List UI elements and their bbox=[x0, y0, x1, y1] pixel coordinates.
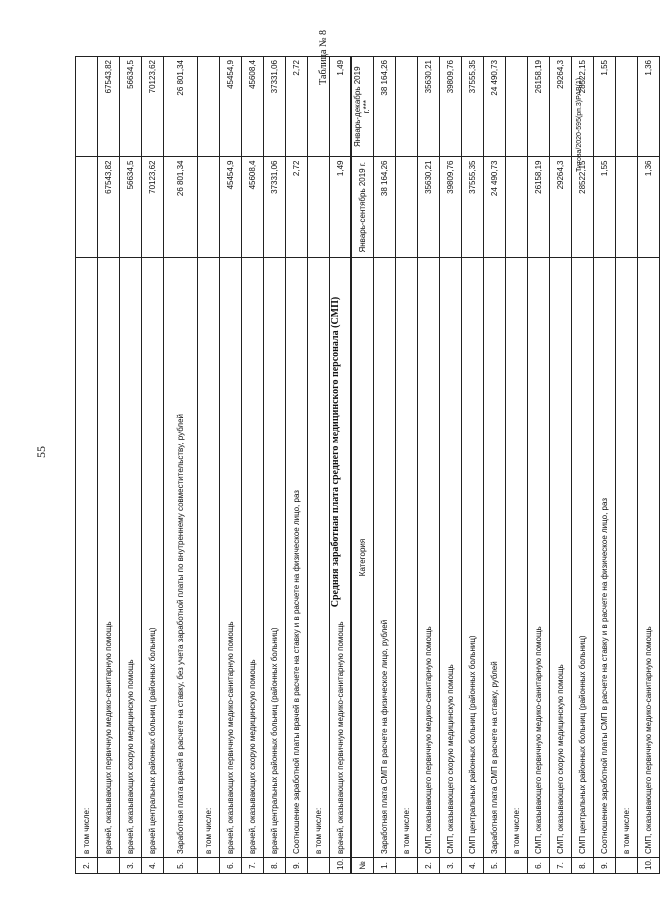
row-number: 8. bbox=[264, 858, 286, 874]
row-number bbox=[198, 858, 220, 874]
rotated-page bbox=[20, 12, 653, 892]
row-value-2: 37555,35 bbox=[462, 57, 484, 158]
table-row bbox=[616, 57, 638, 874]
table-row bbox=[164, 57, 198, 874]
row-value-1: 24 490,73 bbox=[484, 157, 506, 258]
row-value-2: 26 801,34 bbox=[164, 57, 198, 158]
row-number bbox=[506, 858, 528, 874]
footer-code: Титова/2020-595(рп.3)РАВ(1) bbox=[576, 77, 583, 172]
row-label: СМП центральных районных больниц (районных больниц) bbox=[572, 258, 594, 858]
row-value-1: 37331,06 bbox=[264, 157, 286, 258]
row-label: в том числе: bbox=[616, 258, 638, 858]
row-number: 3. bbox=[120, 858, 142, 874]
row-label: Заработная плата СМП в расчете на физическое лицо, рублей bbox=[374, 258, 396, 858]
row-value-1: 45454,9 bbox=[220, 157, 242, 258]
row-value-1: 67543,82 bbox=[98, 157, 120, 258]
row-label: врачей центральных районных больниц (районных больниц) bbox=[142, 258, 164, 858]
row-label: врачей центральных районных больниц (районных больниц) bbox=[264, 258, 286, 858]
table-row bbox=[98, 57, 120, 874]
row-value-1 bbox=[396, 157, 418, 258]
table-row bbox=[550, 57, 572, 874]
table-row bbox=[506, 57, 528, 874]
row-label: врачей, оказывающих первичную медико-санитарную помощь bbox=[220, 258, 242, 858]
row-value-1 bbox=[76, 157, 98, 258]
row-value-1: 1,55 bbox=[594, 157, 616, 258]
row-value-1: 45608,4 bbox=[242, 157, 264, 258]
row-number: 4. bbox=[142, 858, 164, 874]
row-value-2: 67543,82 bbox=[98, 57, 120, 158]
row-value-1: 38 164,26 bbox=[374, 157, 396, 258]
row-value-1: 29264,3 bbox=[550, 157, 572, 258]
table-row bbox=[462, 57, 484, 874]
row-value-2: 1,55 bbox=[594, 57, 616, 158]
table-row bbox=[76, 57, 98, 874]
header-period-1: Январь-сентябрь 2019 г. bbox=[351, 157, 374, 258]
row-value-2: 37331,06 bbox=[264, 57, 286, 158]
table-row bbox=[638, 57, 660, 874]
row-value-2: 35630,21 bbox=[418, 57, 440, 158]
row-label: СМП, оказывающего первичную медико-санитарную помощь bbox=[638, 258, 660, 858]
row-number: 6. bbox=[528, 858, 550, 874]
row-number: 10. bbox=[638, 858, 660, 874]
table-row bbox=[440, 57, 462, 874]
row-number: 3. bbox=[440, 858, 462, 874]
row-label: Соотношение заработной платы СМП в расчете на ставку и в расчете на физическое лицо, раз bbox=[594, 258, 616, 858]
row-number bbox=[308, 858, 330, 874]
table-row bbox=[198, 57, 220, 874]
row-label: в том числе: bbox=[506, 258, 528, 858]
row-label: СМП, оказывающего первичную медико-санитарную помощь bbox=[528, 258, 550, 858]
row-value-2: 56634,5 bbox=[120, 57, 142, 158]
row-number: 9. bbox=[286, 858, 308, 874]
row-value-1 bbox=[198, 157, 220, 258]
table-row bbox=[484, 57, 506, 874]
table-row bbox=[528, 57, 550, 874]
row-value-1: 1,49 bbox=[330, 157, 352, 258]
row-label: врачей, оказывающих первичную медико-санитарную помощь bbox=[98, 258, 120, 858]
row-value-1: 26 801,34 bbox=[164, 157, 198, 258]
row-label: в том числе: bbox=[396, 258, 418, 858]
row-value-2: 70123,62 bbox=[142, 57, 164, 158]
table-row bbox=[120, 57, 142, 874]
row-number: 5. bbox=[484, 858, 506, 874]
row-number bbox=[396, 858, 418, 874]
row-number: 7. bbox=[550, 858, 572, 874]
table-title: Средняя заработная плата среднего медицинского персонала (СМП) bbox=[330, 296, 341, 608]
row-label: Соотношение заработной платы врачей в расчете на ставку и в расчете на физическое лицо, раз bbox=[286, 258, 308, 858]
table-row bbox=[264, 57, 286, 874]
row-value-2 bbox=[198, 57, 220, 158]
row-label: СМП, оказывающего скорую медицинскую помощь bbox=[550, 258, 572, 858]
salary-smp-table bbox=[350, 56, 660, 874]
page-number: 55 bbox=[34, 446, 48, 458]
table-row bbox=[594, 57, 616, 874]
table-row bbox=[220, 57, 242, 874]
table-row bbox=[142, 57, 164, 874]
row-value-1: 1,36 bbox=[638, 157, 660, 258]
table-label: Таблица № 8 bbox=[318, 30, 329, 85]
row-value-1: 2,72 bbox=[286, 157, 308, 258]
row-value-2 bbox=[506, 57, 528, 158]
row-number: 9. bbox=[594, 858, 616, 874]
row-label: СМП центральных районных больниц (районных больниц) bbox=[462, 258, 484, 858]
row-label: в том числе: bbox=[76, 258, 98, 858]
header-number: № bbox=[351, 858, 374, 874]
row-value-2 bbox=[396, 57, 418, 158]
row-number: 6. bbox=[220, 858, 242, 874]
row-value-2 bbox=[616, 57, 638, 158]
row-value-2: 45608,4 bbox=[242, 57, 264, 158]
row-label: СМП, оказывающего первичную медико-санитарную помощь bbox=[418, 258, 440, 858]
row-value-1: 39809,76 bbox=[440, 157, 462, 258]
row-value-1: 35630,21 bbox=[418, 157, 440, 258]
row-label: врачей, оказывающих скорую медицинскую помощь bbox=[242, 258, 264, 858]
row-number bbox=[98, 858, 120, 874]
header-category: Категория bbox=[351, 258, 374, 858]
row-number: 2. bbox=[418, 858, 440, 874]
row-number: 8. bbox=[572, 858, 594, 874]
row-value-2: 45454,9 bbox=[220, 57, 242, 158]
row-value-2 bbox=[76, 57, 98, 158]
table-row bbox=[308, 57, 330, 874]
row-number: 7. bbox=[242, 858, 264, 874]
row-number: 2. bbox=[76, 858, 98, 874]
row-value-2: 26158,19 bbox=[528, 57, 550, 158]
row-value-2: 1,49 bbox=[330, 57, 352, 158]
row-number: 1. bbox=[374, 858, 396, 874]
row-number: 4. bbox=[462, 858, 484, 874]
header-period-2: Январь-декабрь 2019 г.*** bbox=[351, 57, 374, 158]
table-row bbox=[396, 57, 418, 874]
row-value-1: 70123,62 bbox=[142, 157, 164, 258]
row-number: 5. bbox=[164, 858, 198, 874]
row-label: СМП, оказывающего скорую медицинскую помощь bbox=[440, 258, 462, 858]
row-number: 10. bbox=[330, 858, 352, 874]
row-label: Заработная плата СМП в расчете на ставку, рублей bbox=[484, 258, 506, 858]
row-label: врачей, оказывающих скорую медицинскую помощь bbox=[120, 258, 142, 858]
table-header-row bbox=[351, 57, 374, 874]
table-row bbox=[418, 57, 440, 874]
row-number bbox=[616, 858, 638, 874]
row-label: Заработная плата врачей в расчете на ставку, без учета заработной платы по внутреннему совместительству, рублей bbox=[164, 258, 198, 858]
row-value-2: 29264,3 bbox=[550, 57, 572, 158]
table-row bbox=[242, 57, 264, 874]
row-value-2: 28522,15 bbox=[572, 57, 594, 158]
row-value-1: 37555,35 bbox=[462, 157, 484, 258]
row-label: в том числе: bbox=[308, 258, 330, 858]
row-value-2: 24 490,73 bbox=[484, 57, 506, 158]
row-value-1 bbox=[308, 157, 330, 258]
salary-doctors-table bbox=[75, 56, 352, 874]
row-value-1: 56634,5 bbox=[120, 157, 142, 258]
table-row bbox=[572, 57, 594, 874]
row-value-1 bbox=[506, 157, 528, 258]
row-value-1: 26158,19 bbox=[528, 157, 550, 258]
row-value-1: 28522,15 bbox=[572, 157, 594, 258]
table-row bbox=[374, 57, 396, 874]
row-value-2: 39809,76 bbox=[440, 57, 462, 158]
row-label: в том числе: bbox=[198, 258, 220, 858]
row-value-2: 38 164,26 bbox=[374, 57, 396, 158]
table-row bbox=[286, 57, 308, 874]
row-value-2: 2,72 bbox=[286, 57, 308, 158]
row-value-1 bbox=[616, 157, 638, 258]
row-label: врачей, оказывающих первичную медико-санитарную помощь bbox=[330, 258, 352, 858]
row-value-2: 1,36 bbox=[638, 57, 660, 158]
